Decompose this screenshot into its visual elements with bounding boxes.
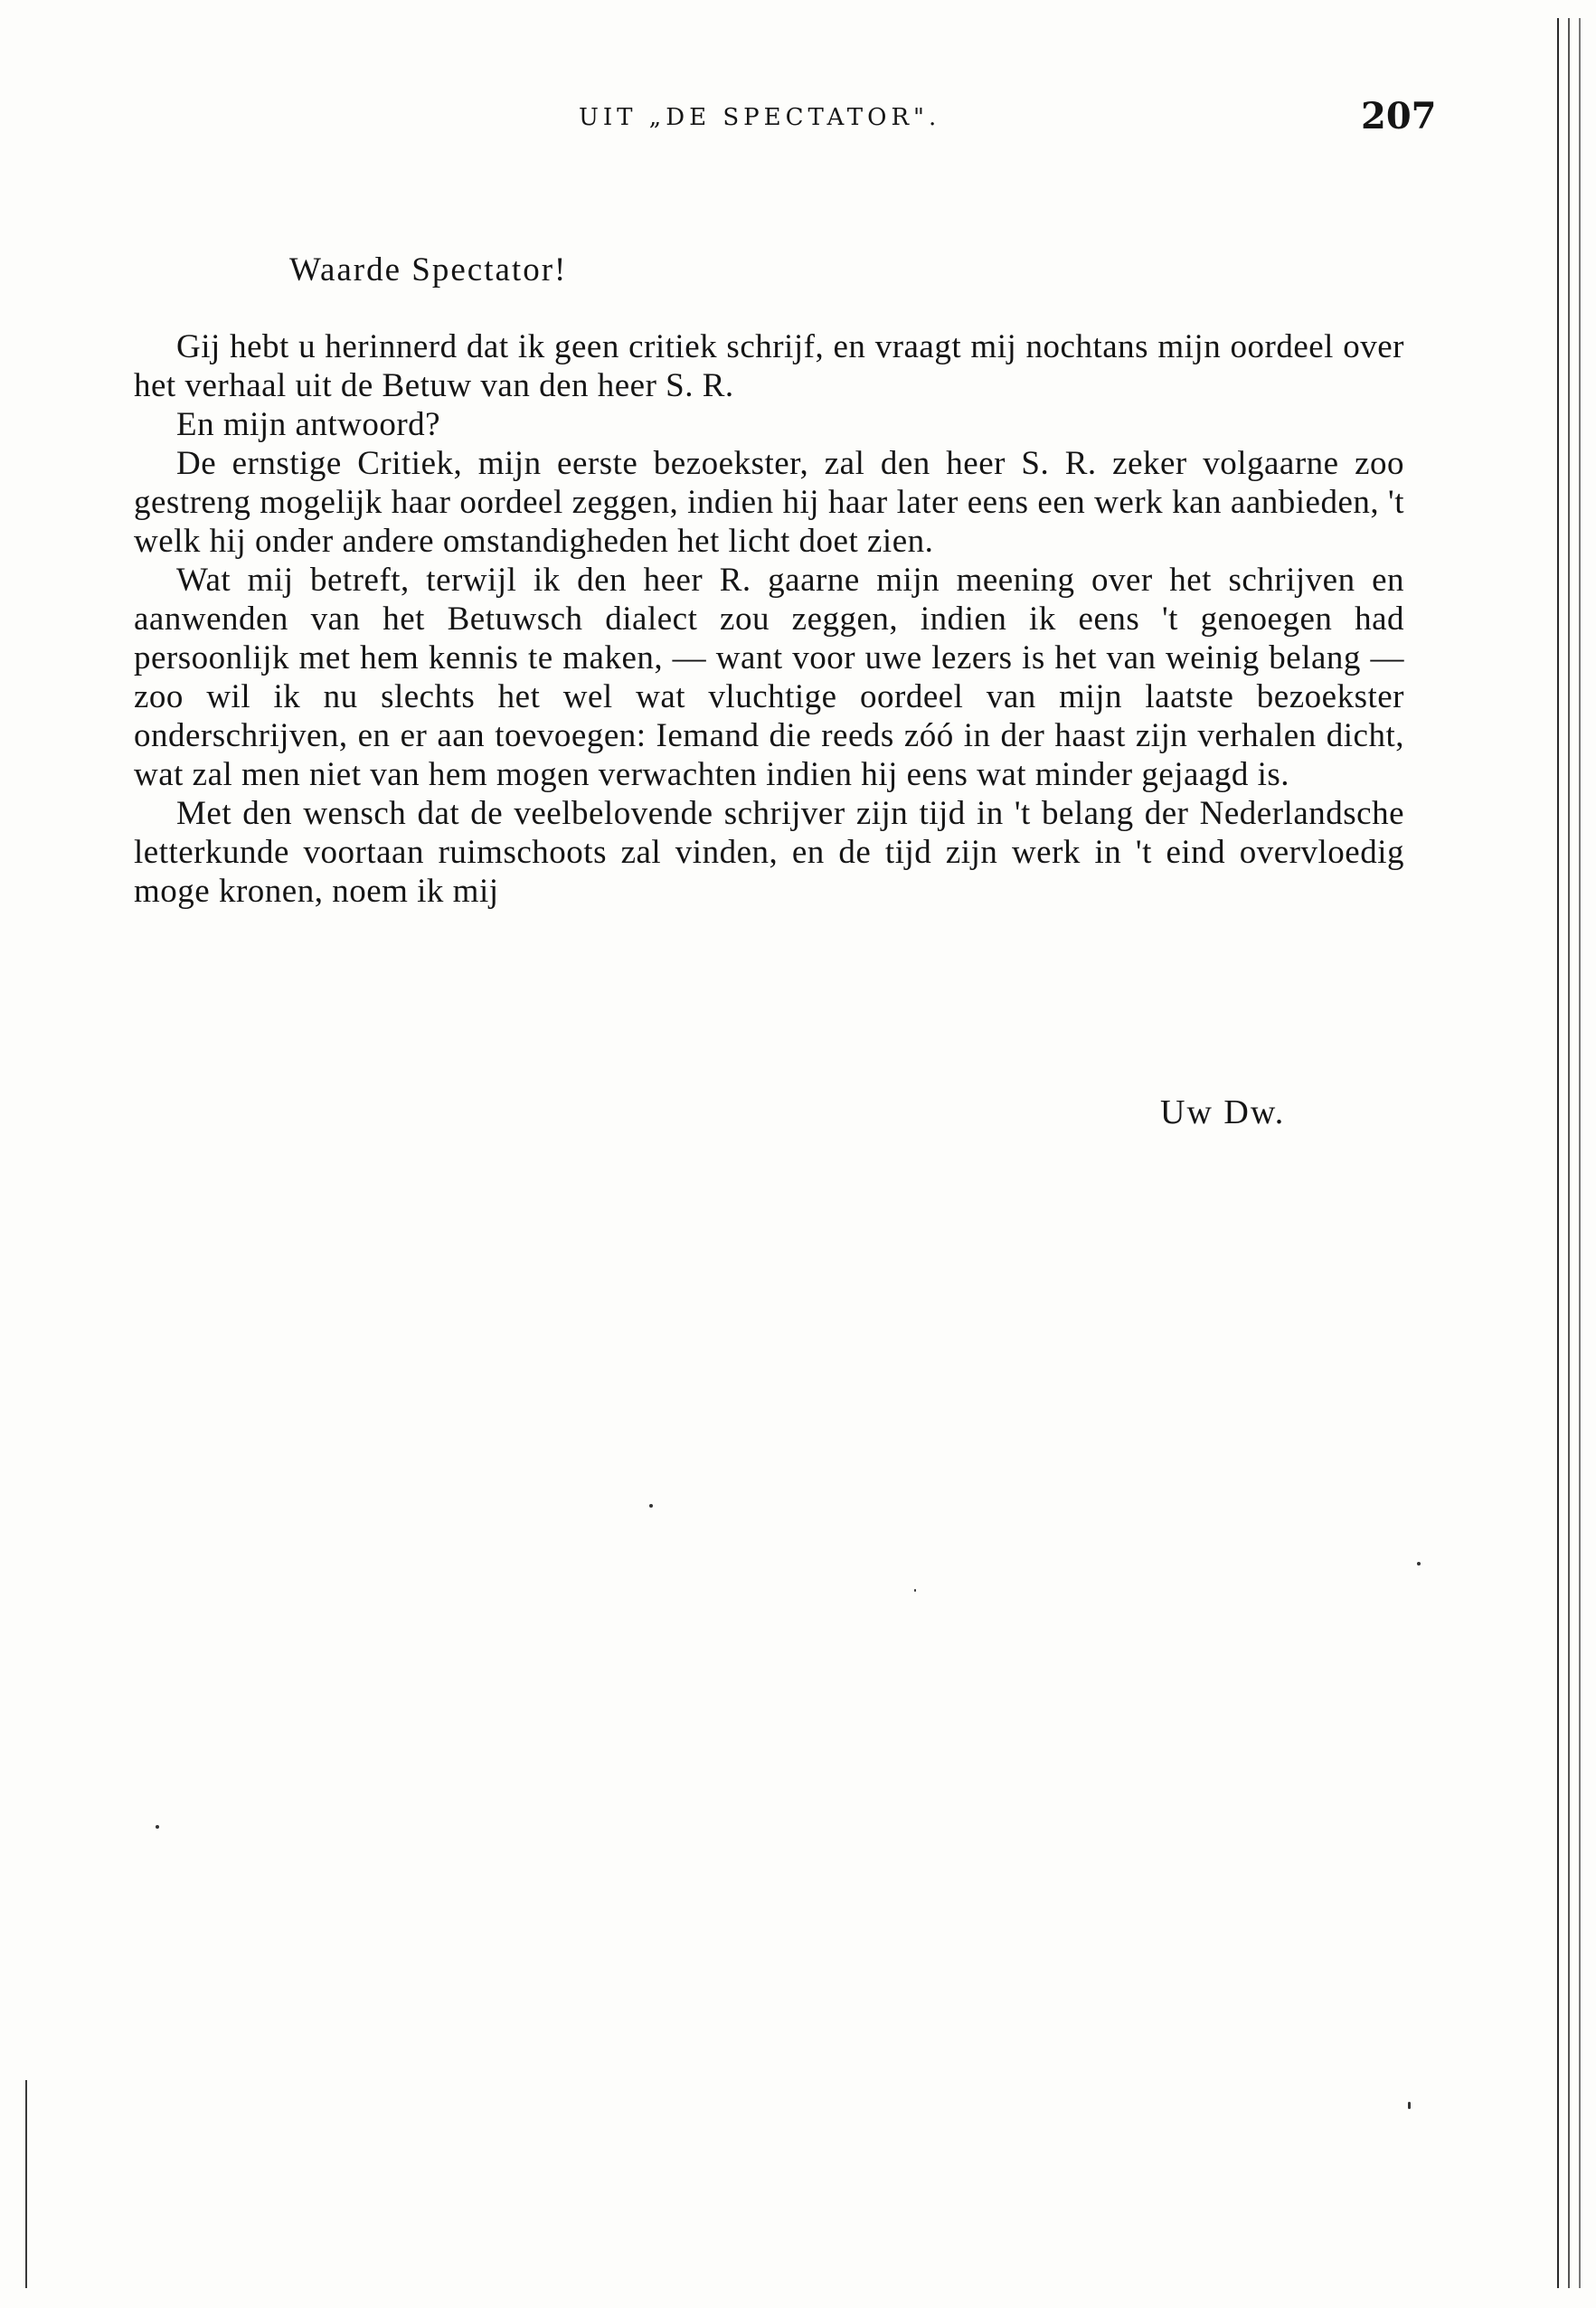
page-number: 207 — [1361, 95, 1437, 137]
paragraph-1: Gij hebt u herinnerd dat ik geen critiek schrijf, en vraagt mij nochtans mijn oordeel over het verhaal uit de Betuw van den heer S. R. — [134, 328, 1404, 404]
gutter-rule-1 — [1557, 18, 1559, 2288]
letter-body — [134, 327, 1404, 911]
paragraph-5: Met den wensch dat de veelbelovende schrijver zijn tijd in 't belang der Nederlandsche letterkunde voortaan ruimschoots zal vinden, en de tijd zijn werk in 't eind overvloedig moge kronen, noem ik mij — [134, 795, 1404, 910]
paragraph-4: Wat mij betreft, terwijl ik den heer R. gaarne mijn meening over het schrijven en aanwenden van het Betuwsch dialect zou zeggen, indien ik eens 't genoegen had persoonlijk met hem kennis te maken, — want voor uwe lezers is het van weinig belang — zoo wil ik nu slechts het wel wat vluchtige oordeel van mijn laatste bezoekster onderschrijven, en er aan toevoegen: Iemand die reeds zóó in der haast zijn verhalen dicht, wat zal men niet van hem mogen verwachten indien hij eens wat minder gejaagd is. — [134, 562, 1404, 793]
scan-speck — [1417, 1562, 1421, 1565]
running-title: UIT „DE SPECTATOR". — [579, 104, 941, 131]
scan-speck — [914, 1589, 916, 1592]
paragraph-3: De ernstige Critiek, mijn eerste bezoekster, zal den heer S. R. zeker volgaarne zoo gestreng mogelijk haar oordeel zeggen, indien hij haar later eens een werk kan aanbieden, 't welk hij onder andere omstandigheden het licht doet zien. — [134, 445, 1404, 560]
letter-signature: Uw Dw. — [1160, 1093, 1286, 1131]
left-edge-rule — [25, 2080, 27, 2288]
gutter-rule-3 — [1579, 18, 1581, 2288]
letter-salutation: Waarde Spectator! — [289, 251, 568, 288]
gutter-rule-2 — [1568, 18, 1570, 2288]
scan-speck — [649, 1504, 653, 1508]
scan-speck — [156, 1825, 159, 1829]
running-head — [0, 95, 1596, 149]
scan-speck — [1408, 2102, 1411, 2109]
paragraph-2: En mijn antwoord? — [176, 406, 441, 443]
